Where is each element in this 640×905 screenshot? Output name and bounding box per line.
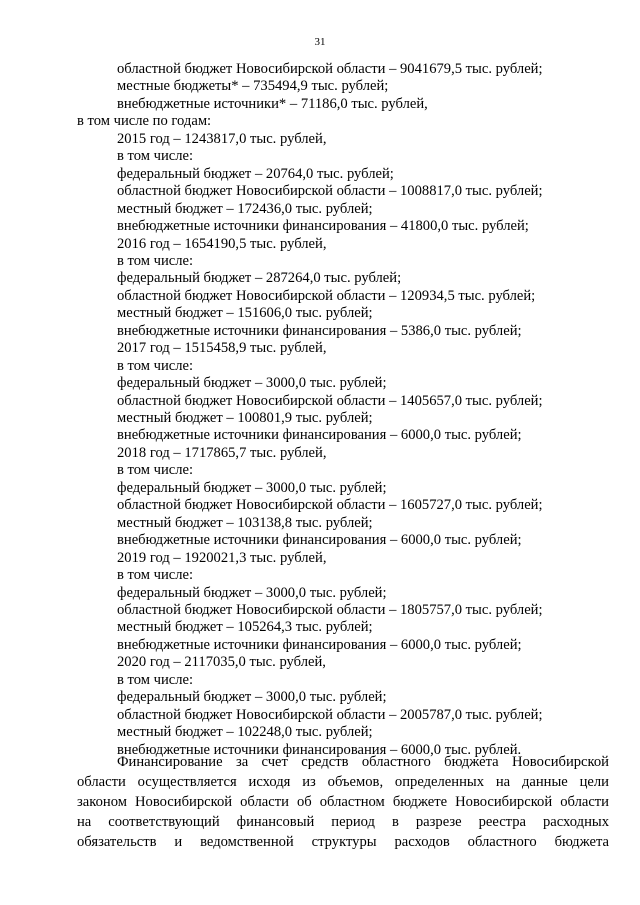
list-line: областной бюджет Новосибирской области – 9041679,5 тыс. рублей; [117, 61, 543, 77]
list-line: 2015 год – 1243817,0 тыс. рублей, [117, 130, 327, 147]
list-line: 2018 год – 1717865,7 тыс. рублей, [117, 444, 327, 461]
list-line: в том числе: [117, 357, 194, 374]
list-line: местный бюджет – 102248,0 тыс. рублей; [117, 724, 373, 741]
list-line: 2016 год – 1654190,5 тыс. рублей, [117, 235, 327, 252]
list-line: внебюджетные источники финансирования – 6000,0 тыс. рублей; [117, 427, 522, 444]
list-line: федеральный бюджет – 3000,0 тыс. рублей; [117, 375, 387, 392]
list-line: в том числе: [117, 148, 194, 165]
paragraph-line: на соответствующий финансовый период в разрезе реестра расходных [77, 814, 609, 830]
list-line: областной бюджет Новосибирской области – 1008817,0 тыс. рублей; [117, 183, 543, 200]
list-line: областной бюджет Новосибирской области – 1605727,0 тыс. рублей; [117, 497, 543, 514]
list-line: в том числе: [117, 462, 194, 479]
list-line: 2020 год – 2117035,0 тыс. рублей, [117, 654, 326, 671]
list-line: областной бюджет Новосибирской области – 2005787,0 тыс. рублей; [117, 706, 543, 723]
list-line: местные бюджеты* – 735494,9 тыс. рублей; [117, 78, 389, 95]
list-line: областной бюджет Новосибирской области – 1405657,0 тыс. рублей; [117, 392, 543, 409]
list-line: внебюджетные источники финансирования – 6000,0 тыс. рублей; [117, 636, 522, 653]
list-line: местный бюджет – 105264,3 тыс. рублей; [117, 619, 373, 636]
list-line: федеральный бюджет – 20764,0 тыс. рублей; [117, 165, 394, 182]
list-line: местный бюджет – 100801,9 тыс. рублей; [117, 410, 373, 426]
list-line: внебюджетные источники финансирования – 6000,0 тыс. рублей; [117, 532, 522, 549]
list-line: областной бюджет Новосибирской области – 1805757,0 тыс. рублей; [117, 601, 543, 618]
list-line: местный бюджет – 103138,8 тыс. рублей; [117, 514, 373, 531]
list-line: в том числе: [117, 252, 194, 269]
list-line: внебюджетные источники* – 71186,0 тыс. рублей, [117, 95, 428, 112]
list-line: местный бюджет – 151606,0 тыс. рублей; [117, 305, 373, 322]
list-line: в том числе по годам: [77, 113, 212, 130]
paragraph-line: Финансирование за счет средств областного бюджета Новосибирской [117, 754, 609, 770]
list-line: областной бюджет Новосибирской области – 120934,5 тыс. рублей; [117, 287, 536, 304]
list-line: 2019 год – 1920021,3 тыс. рублей, [117, 549, 327, 566]
list-line: внебюджетные источники финансирования – 41800,0 тыс. рублей; [117, 218, 529, 235]
paragraph-line: законом Новосибирской области об областном бюджете Новосибирской области [77, 794, 609, 810]
list-line: внебюджетные источники финансирования – 6000,0 тыс. рублей. [117, 741, 522, 758]
list-line: в том числе: [117, 567, 194, 584]
list-line: федеральный бюджет – 3000,0 тыс. рублей; [117, 584, 387, 601]
list-line: внебюджетные источники финансирования – 5386,0 тыс. рублей; [117, 322, 522, 339]
list-line: 2017 год – 1515458,9 тыс. рублей, [117, 340, 327, 357]
page-number: 31 [314, 36, 326, 48]
list-line: федеральный бюджет – 3000,0 тыс. рублей; [117, 689, 387, 706]
financing-paragraph [77, 752, 609, 852]
list-line: в том числе: [117, 671, 194, 688]
paragraph-line: обязательств и ведомственной структуры расходов областного бюджета [77, 834, 609, 850]
list-line: федеральный бюджет – 287264,0 тыс. рублей; [117, 270, 402, 287]
list-line: местный бюджет – 172436,0 тыс. рублей; [117, 200, 373, 217]
list-line: федеральный бюджет – 3000,0 тыс. рублей; [117, 479, 387, 496]
paragraph-line: области осуществляется исходя из объемов, определенных на данные цели [77, 774, 609, 790]
